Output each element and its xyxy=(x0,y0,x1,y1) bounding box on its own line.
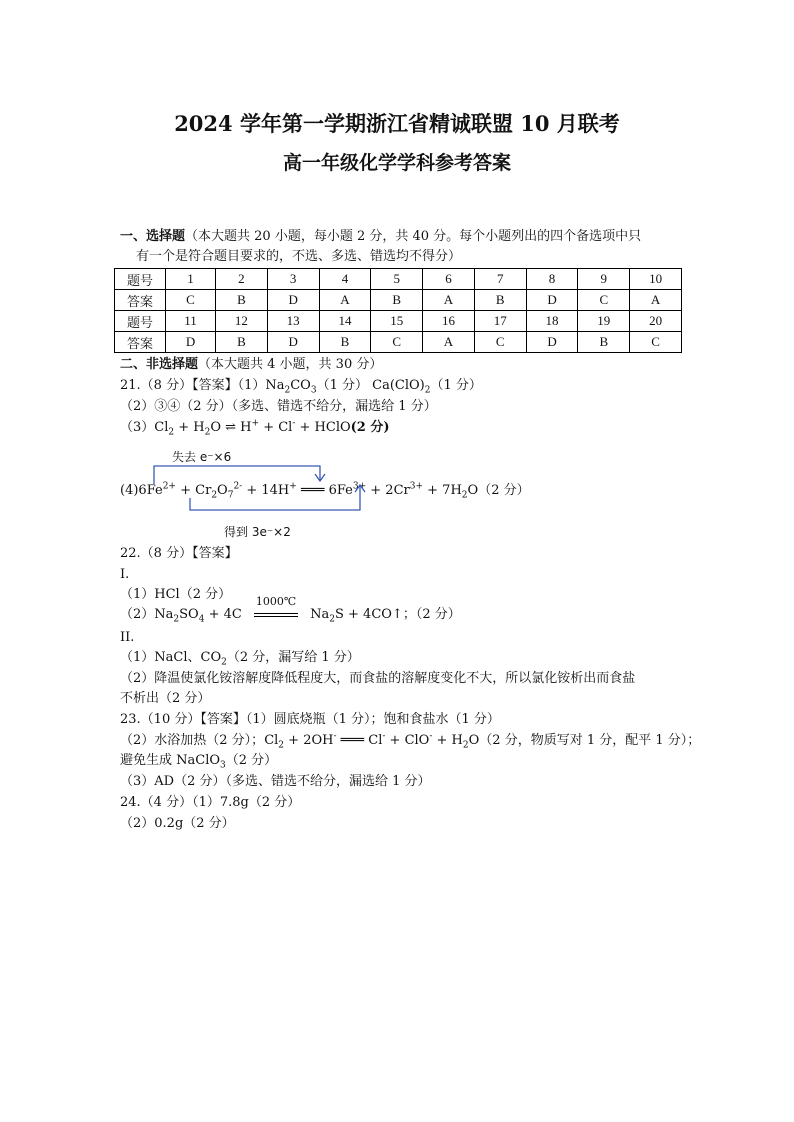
q23-line2: （2）水浴加热（2 分）；$Cl_2 + 2OH^-$ ═══ $Cl^- + ClO^- + H_2O(2$ 分，物质写对 1 分，配平 1 分）； xyxy=(120,731,701,751)
section2-heading: 二、非选择题 xyxy=(120,357,199,372)
table-cell: 11 xyxy=(166,311,216,332)
q21-lose-label: 失去 e⁻×6 xyxy=(172,450,232,464)
table-cell: 6 xyxy=(423,269,475,290)
q21-line3: $(3)Cl_2 + H_2O$ ⇌ H+ + Cl- + HClO(2 分) xyxy=(120,418,390,438)
table-cell: 2 xyxy=(216,269,268,290)
table-cell: 14 xyxy=(319,311,371,332)
table-row-label: 题号 xyxy=(115,269,166,290)
q24-line1: 24.（4 分）（1）7.8g（2 分） xyxy=(120,795,301,810)
table-cell: 5 xyxy=(371,269,423,290)
table-cell: C xyxy=(630,332,682,353)
table-cell: 1 xyxy=(166,269,216,290)
table-cell: A xyxy=(319,290,371,311)
table-cell: C xyxy=(578,290,630,311)
table-cell: 4 xyxy=(319,269,371,290)
q24-line2: （2）0.2g（2 分） xyxy=(120,816,235,831)
table-cell: 10 xyxy=(630,269,682,290)
table-cell: B xyxy=(371,290,423,311)
q23-line1: 23.（10 分）【答案】（1）圆底烧瓶（1 分）；饱和食盐水（1 分） xyxy=(120,712,500,727)
table-cell: 12 xyxy=(216,311,268,332)
table-cell: 9 xyxy=(578,269,630,290)
table-cell: D xyxy=(526,332,578,353)
section1-heading: 一、选择题 xyxy=(120,229,186,244)
table-cell: A xyxy=(630,290,682,311)
section1-desc1: （本大题共 20 小题，每小题 2 分，共 40 分。每个小题列出的四个备选项中只 xyxy=(185,229,642,244)
table-row-label: 题号 xyxy=(115,311,166,332)
q22-i1: （1）HCl（2 分） xyxy=(120,587,232,602)
q23-line3: 避免生成 NaClO$_3$（2 分） xyxy=(120,753,278,771)
table-row-label: 答案 xyxy=(115,290,166,311)
table-cell: B xyxy=(216,332,268,353)
table-cell: A xyxy=(423,290,475,311)
page-subtitle: 高一年级化学学科参考答案 xyxy=(282,152,511,174)
table-cell: D xyxy=(267,290,319,311)
table-cell: 17 xyxy=(474,311,526,332)
table-cell: A xyxy=(423,332,475,353)
q22-ii2a: （2）降温使氯化铵溶解度降低程度大，而食盐的溶解度变化不大，所以氯化铵析出而食盐 xyxy=(120,671,636,686)
table-cell: C xyxy=(371,332,423,353)
table-cell: 16 xyxy=(423,311,475,332)
table-cell: 7 xyxy=(474,269,526,290)
q21-gain-label: 得到 3e⁻×2 xyxy=(224,525,291,539)
table-cell: C xyxy=(166,290,216,311)
page-title: 2024 学年第一学期浙江省精诚联盟 10 月联考 xyxy=(174,111,620,136)
q23-line4: （3）AD（2 分）（多选、错选不给分，漏选给 1 分） xyxy=(120,774,431,789)
table-cell: B xyxy=(319,332,371,353)
section1-desc2: 有一个是符合题目要求的，不选、多选、错选均不得分） xyxy=(136,249,462,264)
q22-i2: $(2)Na_2SO_4 + 4C$ 1000℃ $Na_2S$ + 4CO↑；（2 分） xyxy=(120,595,461,625)
table-cell: B xyxy=(216,290,268,311)
table-cell: B xyxy=(578,332,630,353)
table-cell: 3 xyxy=(267,269,319,290)
table-row-label: 答案 xyxy=(115,332,166,353)
table-cell: D xyxy=(267,332,319,353)
section2-desc: （本大题共 4 小题，共 30 分） xyxy=(198,357,383,372)
q21-line1: 21.（8 分）【答案】$(1)Na_2CO_3(1$ 分） $Ca(ClO)_2(1$ 分） xyxy=(120,378,482,396)
table-cell: 19 xyxy=(578,311,630,332)
table-cell: 20 xyxy=(630,311,682,332)
q22-part1-label: I. xyxy=(120,567,130,582)
q22-part2-label: II. xyxy=(120,630,135,645)
table-cell: D xyxy=(526,290,578,311)
q22-ii2b: 不析出（2 分） xyxy=(120,691,211,706)
table-cell: C xyxy=(474,332,526,353)
table-cell: B xyxy=(474,290,526,311)
table-cell: 13 xyxy=(267,311,319,332)
q22-ii1: （1）NaCl、$CO_2(2$ 分，漏写给 1 分） xyxy=(120,650,360,668)
table-cell: D xyxy=(166,332,216,353)
table-cell: 8 xyxy=(526,269,578,290)
table-cell: 15 xyxy=(371,311,423,332)
q21-line2: （2）③④（2 分）（多选、错选不给分，漏选给 1 分） xyxy=(120,399,437,414)
q21-line4: $(4)6Fe^{2+} + Cr_2O_7^{2-} + 14H^+$ ═══ $6Fe^{3+} + 2Cr^{3+} + 7H_2O(2$ 分） xyxy=(120,481,530,501)
q22-head: 22.（8 分）【答案】 xyxy=(120,546,238,561)
table-cell: 18 xyxy=(526,311,578,332)
